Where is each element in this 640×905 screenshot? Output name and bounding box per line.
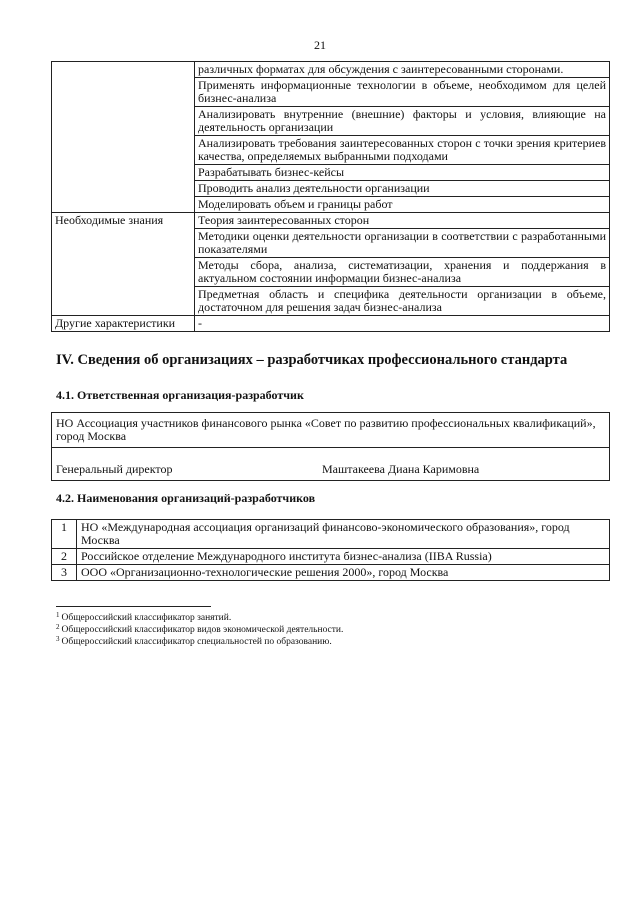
- row-number: 3: [52, 565, 77, 581]
- table-row: [52, 549, 610, 565]
- table-row: [52, 62, 610, 78]
- row-number: 2: [52, 549, 77, 565]
- table-cell: Анализировать внутренние (внешние) факторы и условия, влияющие на деятельность организации: [195, 107, 610, 136]
- developers-heading: 4.2. Наименования организаций-разработчиков: [56, 491, 316, 505]
- footnote: [56, 636, 616, 648]
- footnote: [56, 612, 616, 624]
- footnote-mark: 2: [56, 623, 60, 631]
- footnotes: [56, 612, 616, 648]
- skills-label-cell: [52, 62, 195, 213]
- table-row: [52, 213, 610, 229]
- org-name: НО Ассоциация участников финансового рынка «Совет по развитию профессиональных квалификаций», город Москва: [52, 413, 610, 448]
- table-cell: Применять информационные технологии в объеме, необходимом для целей бизнес-анализа: [195, 78, 610, 107]
- table-cell: Моделировать объем и границы работ: [195, 197, 610, 213]
- section-title: IV. Сведения об организациях – разработчиках профессионального стандарта: [56, 352, 568, 368]
- table-cell: Методики оценки деятельности организации в соответствии с разработанными показателями: [195, 229, 610, 258]
- table-cell: Методы сбора, анализа, систематизации, хранения и поддержания в актуальном состоянии информации бизнес-анализа: [195, 258, 610, 287]
- table-cell: Разрабатывать бизнес-кейсы: [195, 165, 610, 181]
- table-cell: различных форматах для обсуждения с заинтересованными сторонами.: [195, 62, 610, 78]
- other-label: Другие характеристики: [52, 316, 195, 332]
- table-cell: Анализировать требования заинтересованных сторон с точки зрения критериев качества, определяемых выбранными подходами: [195, 136, 610, 165]
- director-title: Генеральный директор: [56, 462, 173, 476]
- table-cell: Предметная область и специфика деятельности организации в объеме, достаточном для решения задач бизнес-анализа: [195, 287, 610, 316]
- footnote-divider: [56, 606, 211, 607]
- footnote: [56, 624, 616, 636]
- table-row: [52, 520, 610, 549]
- table-row: [52, 316, 610, 332]
- characteristics-table: [51, 61, 610, 332]
- director-name: Маштакеева Диана Каримовна: [322, 462, 480, 476]
- responsible-org-table: [51, 412, 610, 481]
- table-cell: Проводить анализ деятельности организации: [195, 181, 610, 197]
- director-cell: [52, 448, 610, 481]
- footnote-text: Общероссийский классификатор видов экономической деятельности.: [61, 625, 344, 635]
- row-number: 1: [52, 520, 77, 549]
- page-number: 21: [314, 38, 326, 52]
- knowledge-label: Необходимые знания: [52, 213, 195, 316]
- footnote-mark: 3: [56, 635, 60, 643]
- developer-name: НО «Международная ассоциация организаций финансово-экономического образования», город Москва: [77, 520, 610, 549]
- table-row: [52, 448, 610, 481]
- other-value: -: [195, 316, 610, 332]
- table-cell: Теория заинтересованных сторон: [195, 213, 610, 229]
- footnote-text: Общероссийский классификатор занятий.: [61, 613, 232, 623]
- footnote-mark: 1: [56, 611, 60, 619]
- developer-name: Российское отделение Международного института бизнес-анализа (IIBA Russia): [77, 549, 610, 565]
- developer-name: ООО «Организационно-технологические решения 2000», город Москва: [77, 565, 610, 581]
- developers-table: [51, 519, 610, 581]
- table-row: [52, 565, 610, 581]
- footnote-text: Общероссийский классификатор специальностей по образованию.: [61, 637, 332, 647]
- table-row: [52, 413, 610, 448]
- responsible-heading: 4.1. Ответственная организация-разработчик: [56, 388, 304, 402]
